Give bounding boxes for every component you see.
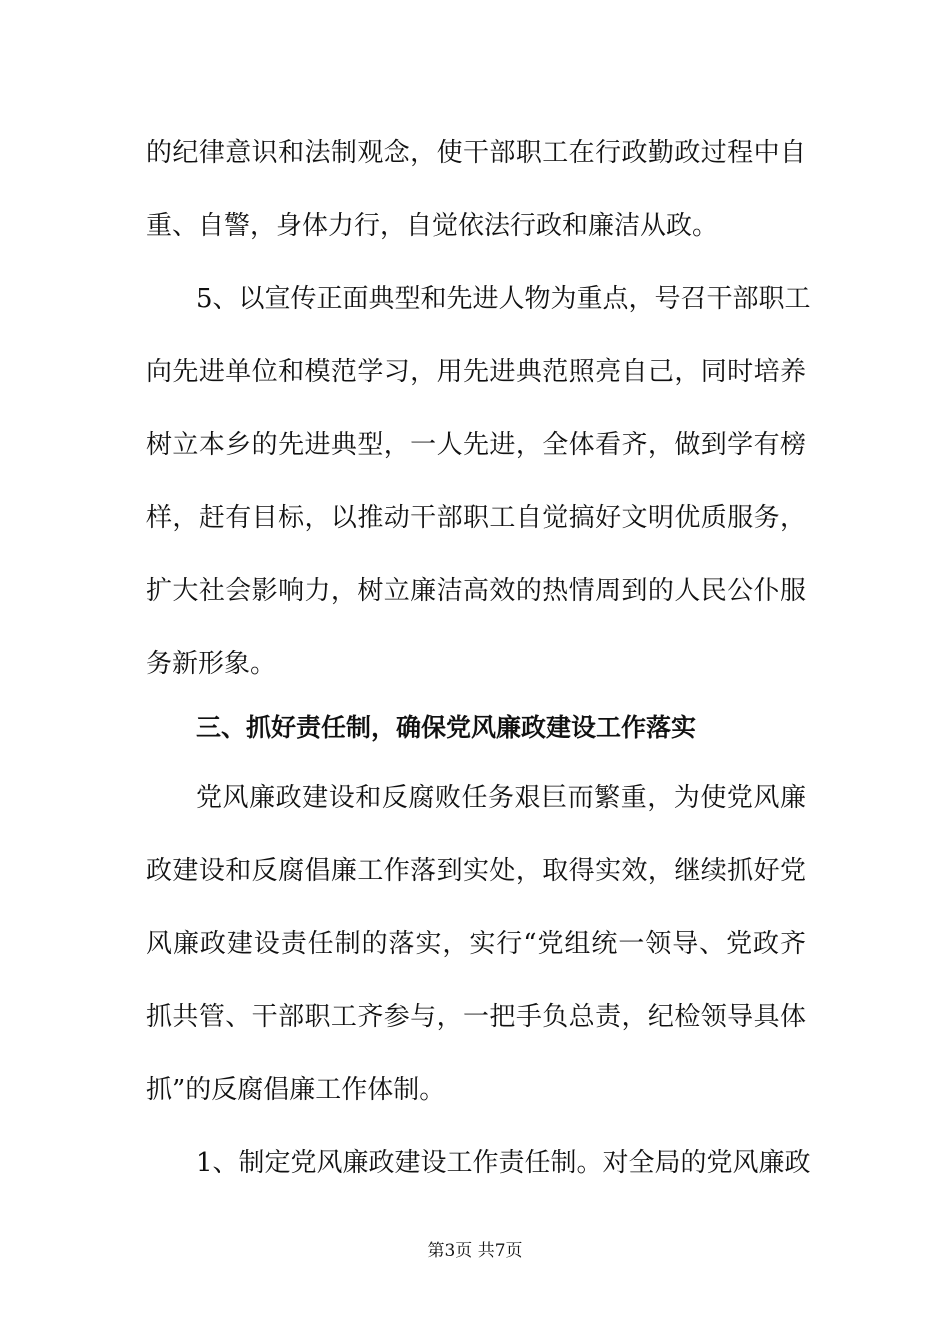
body-text-line: 5、以宣传正面典型和先进人物为重点，号召干部职工	[196, 284, 811, 314]
body-text-line: 务新形象。	[146, 649, 277, 679]
body-text-line: 抓”的反腐倡廉工作体制。	[146, 1075, 446, 1105]
body-text-line: 党风廉政建设和反腐败任务艰巨而繁重，为使党风廉	[196, 783, 806, 813]
body-text-line: 政建设和反腐倡廉工作落到实处，取得实效，继续抓好党	[146, 856, 806, 886]
body-text-line: 树立本乡的先进典型，一人先进，全体看齐，做到学有榜	[146, 430, 806, 460]
body-text-line: 向先进单位和模范学习，用先进典范照亮自己，同时培养	[146, 357, 806, 387]
body-text-line: 1、制定党风廉政建设工作责任制。对全局的党风廉政	[196, 1148, 811, 1178]
body-text-line: 扩大社会影响力，树立廉洁高效的热情周到的人民公仆服	[146, 576, 806, 606]
page-number-footer: 第3页 共7页	[427, 1241, 523, 1261]
section-heading: 三、抓好责任制，确保党风廉政建设工作落实	[196, 713, 697, 742]
body-text-line: 样，赶有目标，以推动干部职工自觉搞好文明优质服务，	[146, 503, 806, 533]
body-text-line: 重、自警，身体力行，自觉依法行政和廉洁从政。	[146, 211, 719, 241]
body-text-line: 风廉政建设责任制的落实，实行“党组统一领导、党政齐	[146, 929, 806, 959]
body-text-line: 的纪律意识和法制观念，使干部职工在行政勤政过程中自	[146, 138, 806, 168]
body-text-line: 抓共管、干部职工齐参与，一把手负总责，纪检领导具体	[146, 1002, 806, 1032]
